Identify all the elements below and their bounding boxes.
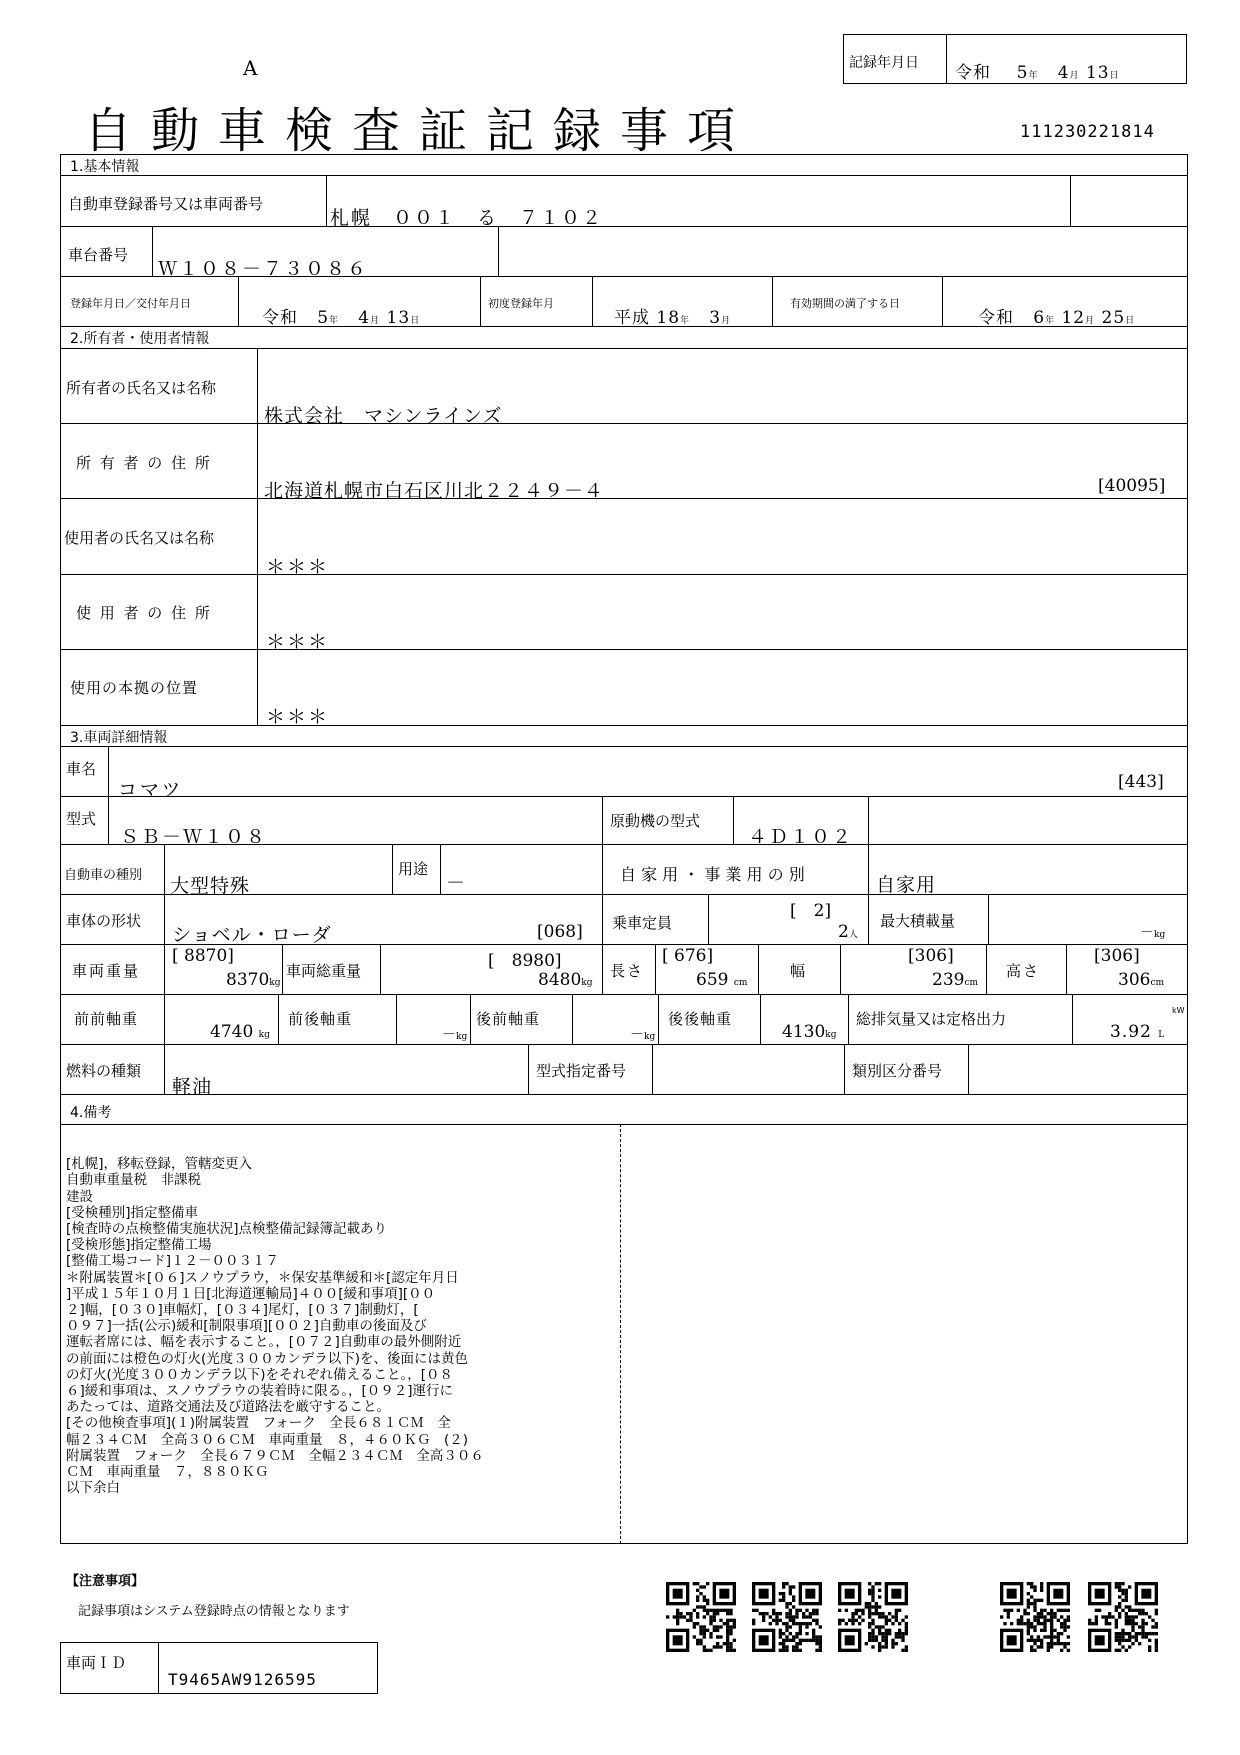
car-name-label: 車名 bbox=[66, 760, 97, 778]
rf-axle: －kg bbox=[630, 1027, 656, 1043]
ff-axle-label: 前前軸重 bbox=[74, 1010, 139, 1028]
vehicle-id-label: 車両ＩＤ bbox=[66, 1654, 127, 1672]
section2-title: 2.所有者・使用者情報 bbox=[70, 331, 210, 347]
document-mark: A bbox=[243, 56, 258, 80]
qr-code-icon bbox=[752, 1582, 822, 1652]
user-name: ＊＊＊ bbox=[266, 556, 330, 578]
length: 659 cm bbox=[696, 970, 748, 990]
capacity-bracket: [ 2] bbox=[790, 901, 832, 921]
engine-model-label: 原動機の型式 bbox=[610, 812, 701, 830]
rr-axle: 4130kg bbox=[782, 1022, 837, 1042]
gross-weight-label: 車両総重量 bbox=[286, 962, 362, 980]
section3-title: 3.車両詳細情報 bbox=[70, 730, 168, 746]
displacement-label: 総排気量又は定格出力 bbox=[856, 1010, 1007, 1028]
qr-code-icon bbox=[666, 1582, 736, 1652]
capacity: 2人 bbox=[838, 922, 858, 942]
qr-code-icon bbox=[1088, 1582, 1158, 1652]
vehicle-weight: 8370kg bbox=[226, 970, 281, 990]
record-date: 令和 5年 4月 13日 bbox=[955, 63, 1120, 83]
displacement: 3.92 L bbox=[1110, 1022, 1166, 1042]
body-shape-label: 車体の形状 bbox=[66, 912, 142, 930]
rr-axle-label: 後後軸重 bbox=[668, 1010, 733, 1028]
capacity-label: 乗車定員 bbox=[612, 914, 673, 932]
record-date-label: 記録年月日 bbox=[849, 55, 919, 71]
reg-number-label: 自動車登録番号又は車両番号 bbox=[68, 195, 264, 213]
owner-address: 北海道札幌市白石区川北２２４９－４ bbox=[264, 480, 605, 502]
base-location: ＊＊＊ bbox=[266, 706, 330, 728]
first-reg-label: 初度登録年月 bbox=[488, 297, 554, 310]
usage: － bbox=[446, 872, 468, 894]
height-label: 高さ bbox=[1006, 962, 1041, 980]
first-reg-date: 平成 18年 3月 bbox=[614, 308, 732, 328]
document-number: 111230221814 bbox=[1020, 122, 1155, 142]
remarks-text: [札幌]，移転登録，管轄変更入 自動車重量税 非課税 建設 [受検種別]指定整備車 [検査時の点検整備実施状況]点検整備記録簿記載あり [受検形態]指定整備工場 [整備工場コード]１２－００３１７ ＊附属装置＊[０６]スノウプラウ，＊保安基準緩和＊[認定年月日 ]平成１５年１０月１日[北海道運輸局]４００[緩和事項][００ ２]幅，[０３０]車幅灯，[０３４]尾灯，[０３７]制動灯，[ ０９７]一括(公示)緩和[制限事項][００２]自動車の後面及び 運転者席には、幅を表示すること。，[０７２]自動車の最外側附近 の前面には橙色の灯火(光度３００カンデラ以下)を、後面には黄色 の灯火(光度３００カンデラ以下)をそれぞれ備えること。，[０８ ６]緩和事項は、スノウプラウの装着時に限る。，[０９２]運行に あたっては、道路交通法及び道路法を厳守すること。 [その他検査事項](１)附属装置 フォーク 全長６８１ＣＭ 全 幅２３４ＣＭ 全高３０６ＣＭ 車両重量 ８，４６０ＫＧ (２) 附属装置 フォーク 全長６７９ＣＭ 全幅２３４ＣＭ 全高３０６ ＣＭ 車両重量 ７，８８０ＫＧ 以下余白 bbox=[66, 1156, 484, 1497]
expiry-date: 令和 6年 12月 25日 bbox=[978, 308, 1136, 328]
ff-axle: 4740 kg bbox=[210, 1022, 270, 1042]
max-load: －kg bbox=[1140, 925, 1166, 941]
model: ＳＢ－Ｗ１０８ bbox=[120, 826, 268, 848]
vehicle-kind: 大型特殊 bbox=[170, 875, 251, 897]
page-title: 自動車検査証記録事項 bbox=[84, 103, 755, 159]
car-name-code: [443] bbox=[1118, 772, 1164, 792]
fuel: 軽油 bbox=[172, 1076, 213, 1098]
width: 239cm bbox=[932, 970, 979, 990]
qr-code-icon bbox=[838, 1582, 908, 1652]
expiry-label: 有効期間の満了する日 bbox=[790, 297, 900, 310]
kw-unit: kW bbox=[1172, 1006, 1185, 1015]
category-label: 類別区分番号 bbox=[852, 1062, 943, 1080]
notes-title: 【注意事項】 bbox=[66, 1574, 145, 1589]
issue-date-label: 登録年月日／交付年月日 bbox=[70, 297, 191, 310]
private-business-label: 自 家 用 ・ 事 業 用 の 別 bbox=[620, 865, 805, 884]
chassis-number: Ｗ１０８－７３０８６ bbox=[158, 258, 369, 280]
vehicle-kind-label: 自動車の種別 bbox=[64, 868, 143, 883]
owner-address-code: [40095] bbox=[1098, 476, 1166, 496]
car-name: コマツ bbox=[118, 779, 184, 801]
owner-name: 株式会社 マシンラインズ bbox=[264, 405, 503, 427]
user-address: ＊＊＊ bbox=[266, 631, 330, 653]
width-bracket: [306] bbox=[908, 946, 954, 966]
body-shape-code: [068] bbox=[537, 922, 583, 942]
owner-address-label: 所 有 者 の 住 所 bbox=[76, 454, 212, 472]
vehicle-weight-bracket: [ 8870] bbox=[172, 946, 234, 966]
user-name-label: 使用者の氏名又は名称 bbox=[64, 529, 215, 547]
length-label: 長さ bbox=[610, 962, 645, 980]
engine-model: ４Ｄ１０２ bbox=[748, 826, 854, 848]
body-shape: ショベル・ローダ bbox=[172, 924, 332, 946]
chassis-label: 車台番号 bbox=[68, 246, 129, 264]
section1-title: 1.基本情報 bbox=[70, 159, 140, 175]
max-load-label: 最大積載量 bbox=[880, 912, 956, 930]
gross-weight-bracket: [ 8980] bbox=[488, 951, 562, 971]
private-business: 自家用 bbox=[876, 874, 937, 896]
model-label: 型式 bbox=[66, 810, 97, 828]
reg-number: 札幌 ００１ る ７１０２ bbox=[330, 207, 604, 229]
gross-weight: 8480kg bbox=[538, 970, 593, 990]
type-designation-label: 型式指定番号 bbox=[536, 1062, 627, 1080]
fr-axle-label: 前後軸重 bbox=[288, 1010, 353, 1028]
height: 306cm bbox=[1118, 970, 1165, 990]
qr-code-icon bbox=[1000, 1582, 1070, 1652]
fuel-label: 燃料の種類 bbox=[66, 1062, 142, 1080]
issue-date: 令和 5年 4月 13日 bbox=[262, 308, 421, 328]
vehicle-weight-label: 車両重量 bbox=[72, 962, 141, 980]
fr-axle: －kg bbox=[442, 1027, 468, 1043]
height-bracket: [306] bbox=[1094, 946, 1140, 966]
width-label: 幅 bbox=[790, 962, 806, 980]
base-location-label: 使用の本拠の位置 bbox=[70, 679, 199, 697]
usage-label: 用途 bbox=[398, 860, 429, 878]
owner-name-label: 所有者の氏名又は名称 bbox=[66, 379, 217, 397]
user-address-label: 使 用 者 の 住 所 bbox=[76, 604, 212, 622]
rf-axle-label: 後前軸重 bbox=[476, 1010, 541, 1028]
section4-title: 4.備考 bbox=[70, 1105, 112, 1121]
length-bracket: [ 676] bbox=[662, 946, 714, 966]
notes-text: 記録事項はシステム登録時点の情報となります bbox=[78, 1604, 350, 1619]
vehicle-id: T9465AW9126595 bbox=[168, 1670, 317, 1689]
